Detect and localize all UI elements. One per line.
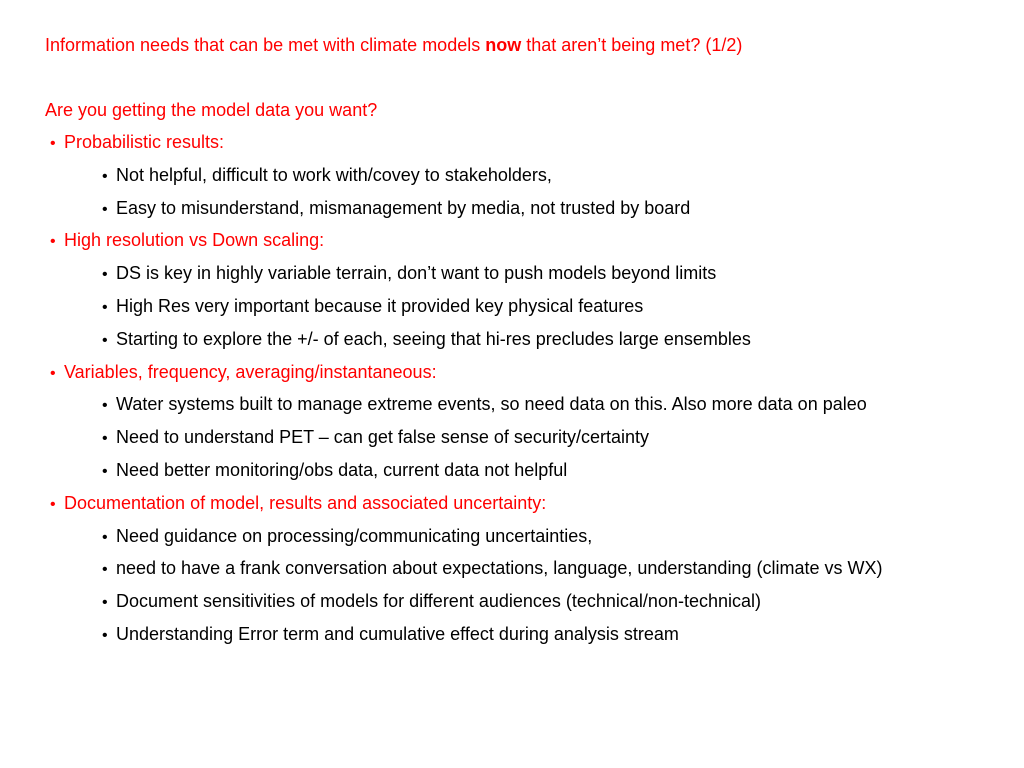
bullet-text: Understanding Error term and cumulative effect during analysis stream — [116, 624, 679, 644]
bullet-marker: • — [50, 495, 56, 513]
title-text-bold: now — [485, 35, 522, 55]
bullet-marker: • — [102, 299, 108, 316]
bullet-heading — [50, 229, 324, 251]
bullet-heading — [50, 131, 224, 153]
bullet-marker: • — [102, 430, 108, 448]
bullet-marker: • — [102, 561, 108, 579]
bullet-item — [102, 557, 882, 579]
slide-title — [45, 34, 742, 56]
bullet-marker: • — [102, 167, 108, 185]
bullet-marker: • — [102, 397, 108, 415]
bullet-text: Easy to misunderstand, mismanagement by media, not trusted by board — [116, 197, 691, 218]
bullet-marker: • — [102, 594, 108, 612]
bullet-marker: • — [50, 233, 56, 251]
bullet-marker: • — [102, 331, 108, 349]
bullet-item — [102, 197, 690, 219]
bullet-text: High resolution vs Down scaling: — [64, 230, 325, 251]
bullet-heading — [50, 361, 437, 383]
bullet-text: Need better monitoring/obs data, current data not helpful — [116, 460, 568, 480]
bullet-text: Water systems built to manage extreme events, so need data on this. Also more data on paleo — [116, 394, 867, 415]
bullet-item — [102, 623, 679, 645]
bullet-item — [102, 393, 867, 415]
bullet-text: Need to understand PET – can get false sense of security/certainty — [116, 427, 649, 448]
bullet-item — [102, 328, 751, 350]
bullet-marker: • — [50, 135, 56, 152]
bullet-text: Probabilistic results: — [64, 132, 225, 152]
title-text-after: that aren’t being met? (1/2) — [521, 35, 743, 55]
bullet-text: Document sensitivities of models for different audiences (technical/non-technical) — [116, 591, 761, 612]
bullet-heading — [50, 492, 546, 514]
bullet-item — [102, 426, 649, 448]
bullet-marker: • — [102, 528, 108, 546]
bullet-marker: • — [102, 627, 108, 644]
bullet-marker: • — [50, 364, 56, 382]
bullet-text: Variables, frequency, averaging/instantaneous: — [64, 361, 437, 382]
bullet-text: Documentation of model, results and associated uncertainty: — [64, 492, 547, 513]
bullet-item — [102, 590, 761, 612]
bullet-text: DS is key in highly variable terrain, don’t want to push models beyond limits — [116, 263, 717, 284]
bullet-item — [102, 262, 716, 284]
question-heading: Are you getting the model data you want? — [45, 100, 378, 120]
bullet-marker: • — [102, 266, 108, 284]
bullet-item — [102, 164, 552, 186]
bullet-text: Not helpful, difficult to work with/covey to stakeholders, — [116, 164, 552, 185]
bullet-text: need to have a frank conversation about expectations, language, understanding (climate vs WX) — [116, 558, 883, 579]
bullet-text: Need guidance on processing/communicating uncertainties, — [116, 525, 593, 546]
bullet-item — [102, 459, 567, 481]
bullet-text: High Res very important because it provided key physical features — [116, 296, 644, 316]
bullet-item — [102, 525, 592, 547]
title-text-before: Information needs that can be met with climate models — [45, 35, 486, 55]
bullet-marker: • — [102, 463, 108, 480]
bullet-item — [102, 295, 643, 317]
bullet-text: Starting to explore the +/- of each, seeing that hi-res precludes large ensembles — [116, 328, 751, 349]
bullet-marker: • — [102, 200, 108, 218]
